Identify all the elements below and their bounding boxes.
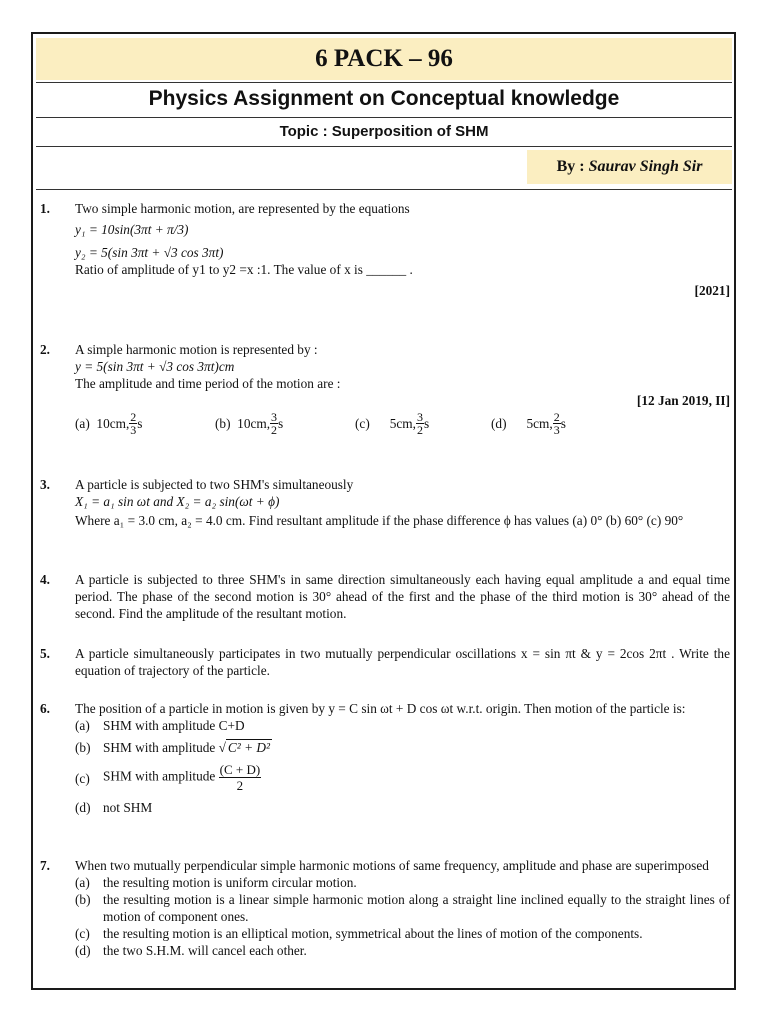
option-b[interactable]: (b) SHM with amplitude √ C² + D² [75,740,270,755]
option-text: the resulting motion is uniform circular motion. [103,875,357,890]
option-text: the resulting motion is an elliptical motion, symmetrical about the lines of motion of the components. [103,926,643,941]
question-text: A particle is subjected to three SHM's in same direction simultaneously each having equal amplitude a and equal time period. The phase of the second motion is 30° ahead of the first and the phase of the third motion is 30° ahead of the second. Find the amplitude of the resultant motion. [75,572,730,621]
fraction: $\frac{2}{3}$ [553,410,560,437]
options-row [75,411,730,436]
question-stem: A simple harmonic motion is represented by : [75,342,318,357]
equation: y₁ = 10sin(3πt + π/3) [75,222,189,237]
option-label: (a) [75,416,90,431]
sqrt-expression: C² + D² [227,740,270,755]
option-a[interactable] [75,411,215,436]
question-3 [40,476,730,529]
assignment-title: Physics Assignment on Conceptual knowledge [148,87,620,110]
question-7 [40,857,730,959]
option-text: SHM with amplitude [103,768,216,784]
divider [36,82,732,83]
option-text: SHM with amplitude C+D [103,718,245,733]
option-c[interactable] [355,411,491,436]
question-text: When two mutually perpendicular simple harmonic motions of same frequency, amplitude and phase are superimposed [75,858,709,873]
divider [36,146,732,147]
fraction: $\frac{(C + D)}{2}$ [219,762,261,793]
question-ask: Ratio of amplitude of y1 to y2 =x :1. The value of x is ______ . [75,262,413,277]
option-label: (b) [75,740,91,755]
question-number: 1. [40,201,50,216]
option-text: the two S.H.M. will cancel each other. [103,943,307,958]
option-a[interactable] [75,874,730,891]
question-number: 3. [40,477,50,492]
option-unit: s [423,416,430,431]
question-1 [40,200,730,299]
year-tag: [2021] [694,283,730,298]
question-ask: The amplitude and time period of the motion are : [75,376,341,391]
option-unit: s [560,416,566,431]
question-stem: Two simple harmonic motion, are represented by the equations [75,201,410,216]
question-ask: Where a₁ = 3.0 cm, a₂ = 4.0 cm. Find resultant amplitude if the phase difference ϕ has values (a) 0° (b) 60° (c) 90° [75,513,684,528]
question-text: A particle simultaneously participates in two mutually perpendicular oscillations x = sin πt & y = 2cos 2πt . Write the equation of trajectory of the particle. [75,646,730,678]
option-unit: s [137,416,143,431]
option-d[interactable] [75,942,730,959]
option-label: (d) [75,800,91,815]
fraction: $\frac{3}{2}$ [271,410,278,437]
question-stem: A particle is subjected to two SHM's simultaneously [75,477,354,492]
option-text: 5cm, [389,416,416,431]
option-label: (c) [355,416,370,431]
option-text: 10cm, [237,416,271,431]
option-d[interactable] [491,411,631,436]
pack-banner: 6 PACK – 96 [36,38,732,80]
option-text: 5cm, [526,416,553,431]
option-label: (a) [75,875,90,890]
question-number: 6. [40,701,50,716]
option-a[interactable] [75,717,730,734]
equation: y = 5(sin 3πt + √3 cos 3πt)cm [75,359,235,374]
question-number: 4. [40,572,50,587]
question-number: 2. [40,342,50,357]
question-number: 5. [40,646,50,661]
option-label: (b) [215,416,231,431]
question-6 [40,700,730,816]
author-byline [527,150,732,184]
fraction: $\frac{2}{3}$ [130,410,137,437]
divider [36,189,732,190]
question-number: 7. [40,858,50,873]
option-b[interactable] [75,891,730,925]
by-label: By : [556,158,585,175]
option-label: (a) [75,718,90,733]
option-label: (d) [491,416,507,431]
equation: X₁ = a₁ sin ωt and X₂ = a₂ sin(ωt + ϕ) [75,494,280,509]
divider [36,117,732,118]
option-text: 10cm, [96,416,130,431]
option-c[interactable] [75,762,730,793]
author-name: Saurav Singh Sir [588,158,703,175]
option-label: (d) [75,943,91,958]
option-b[interactable] [215,411,355,436]
year-tag: [12 Jan 2019, II] [636,393,730,408]
option-text: not SHM [103,800,153,815]
option-c[interactable] [75,925,730,942]
option-label: (b) [75,892,91,907]
topic-heading: Topic : Superposition of SHM [279,123,489,140]
option-label: (c) [75,926,90,941]
option-d[interactable] [75,799,730,816]
option-text: SHM with amplitude [103,740,216,755]
equation: y₂ = 5(sin 3πt + √3 cos 3πt) [75,245,224,260]
option-text: the resulting motion is a linear simple harmonic motion along a straight line inclined equally to the straight lines of motion of component ones. [103,892,730,924]
question-5 [40,645,730,679]
question-text: The position of a particle in motion is given by y = C sin ωt + D cos ωt w.r.t. origin. Then motion of the particle is: [75,701,686,716]
fraction: $\frac{3}{2}$ [416,410,423,437]
question-2 [40,341,730,436]
option-unit: s [278,416,284,431]
option-label: (c) [75,771,90,786]
question-4 [40,571,730,622]
